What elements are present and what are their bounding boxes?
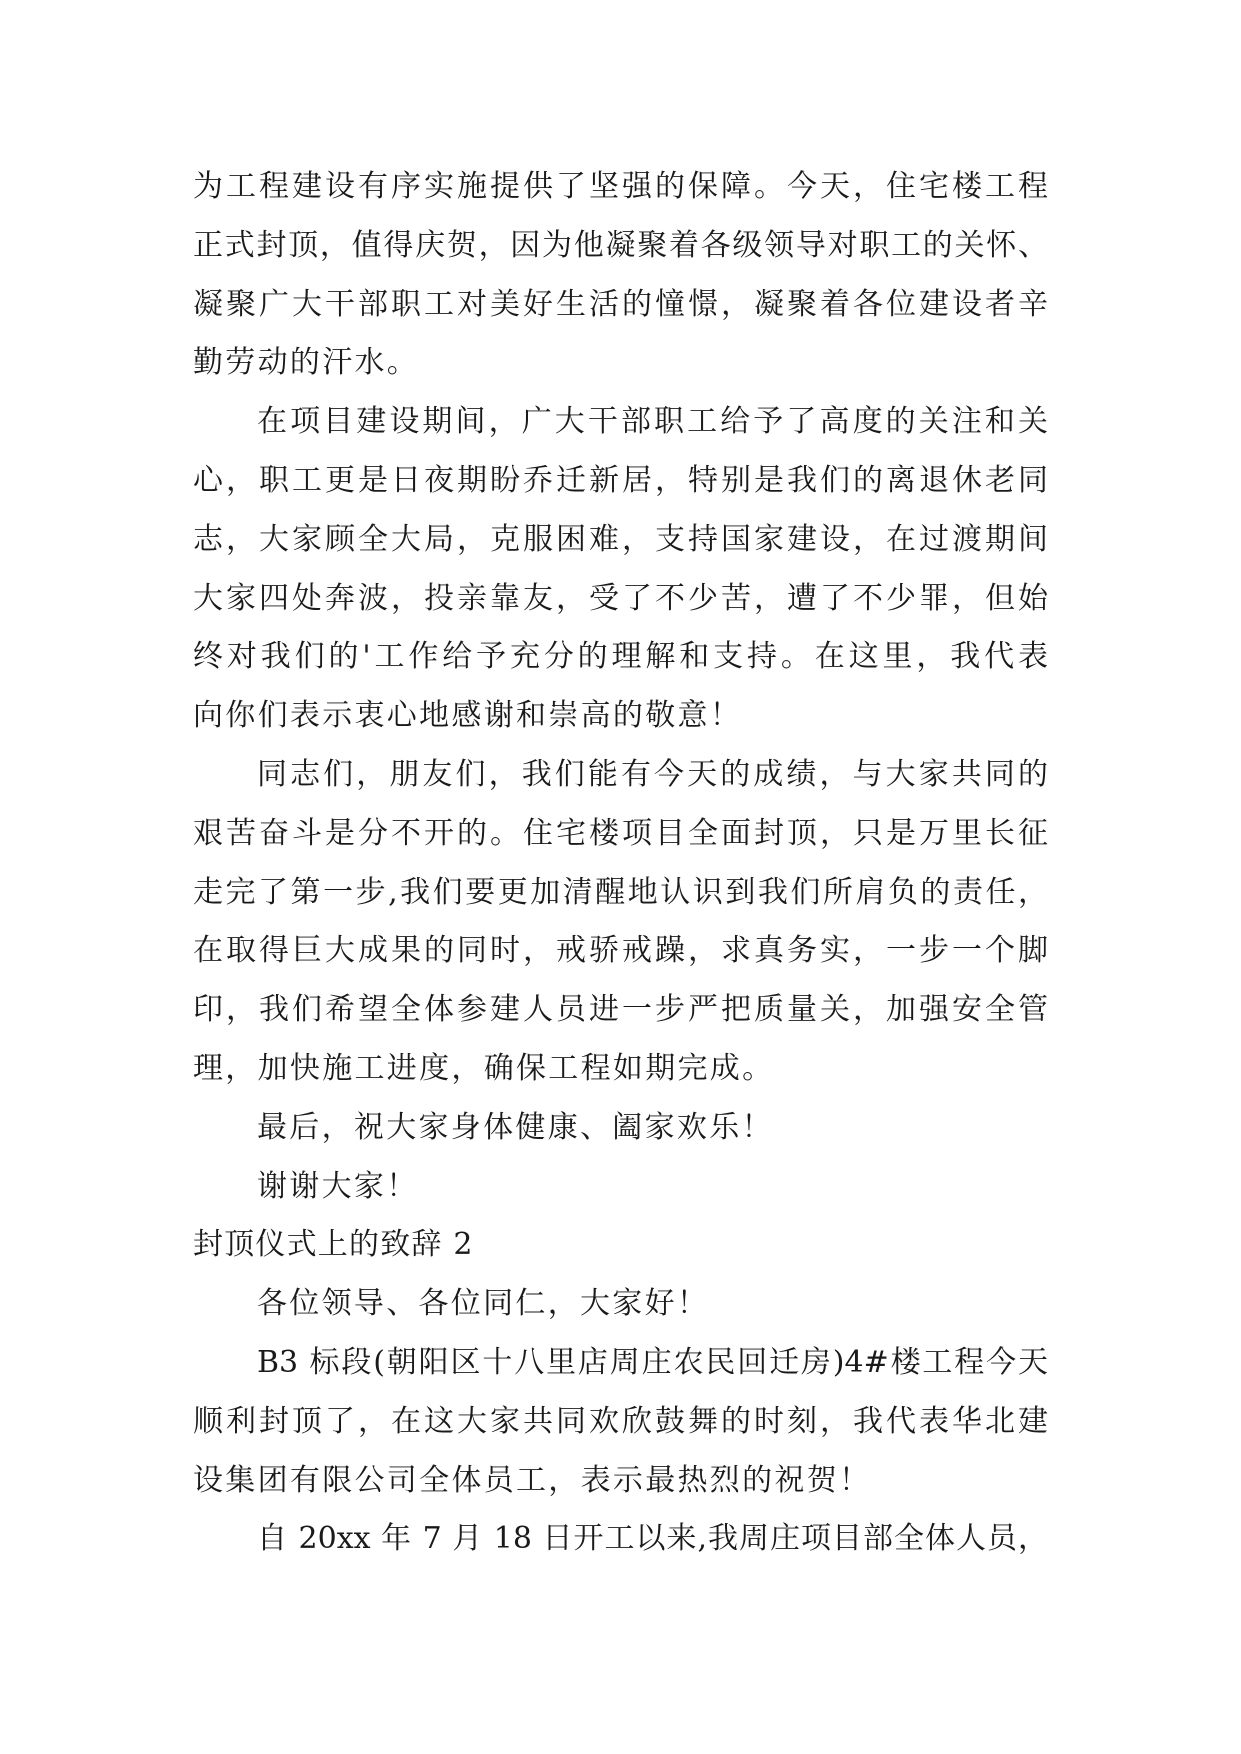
paragraph-line: 谢谢大家！ (257, 1168, 419, 1204)
paragraph-line: 艰苦奋斗是分不开的。住宅楼项目全面封顶，只是万里长征 (193, 815, 1048, 851)
paragraph-line: 最后，祝大家身体健康、阖家欢乐！ (257, 1109, 774, 1145)
paragraph-line: 心，职工更是日夜期盼乔迁新居，特别是我们的离退休老同 (193, 462, 1048, 498)
document-page (193, 158, 1048, 1569)
paragraph-line: 理，加快施工进度，确保工程如期完成。 (193, 1050, 775, 1086)
greeting-line: 各位领导、各位同仁，大家好！ (257, 1286, 710, 1322)
paragraph-line: B3 标段(朝阳区十八里店周庄农民回迁房)4#楼工程今天 (257, 1344, 1048, 1380)
paragraph-line: 顺利封顶了，在这大家共同欢欣鼓舞的时刻，我代表华北建 (193, 1403, 1048, 1439)
paragraph-line: 凝聚广大干部职工对美好生活的憧憬，凝聚着各位建设者辛 (193, 286, 1048, 322)
paragraph-line: 正式封顶，值得庆贺，因为他凝聚着各级领导对职工的关怀、 (193, 227, 1048, 263)
section-heading: 封顶仪式上的致辞 2 (193, 1227, 474, 1263)
paragraph-line: 走完了第一步,我们要更加清醒地认识到我们所肩负的责任， (193, 874, 1048, 910)
paragraph-line: 设集团有限公司全体员工，表示最热烈的祝贺！ (193, 1462, 872, 1498)
paragraph-line: 自 20xx 年 7 月 18 日开工以来,我周庄项目部全体人员， (257, 1521, 1048, 1557)
paragraph-line: 印，我们希望全体参建人员进一步严把质量关，加强安全管 (193, 992, 1048, 1028)
paragraph-line: 在项目建设期间，广大干部职工给予了高度的关注和关 (257, 404, 1048, 440)
paragraph-line: 勤劳动的汗水。 (193, 345, 420, 381)
paragraph-line: 终对我们的'工作给予充分的理解和支持。在这里，我代表 (193, 639, 1048, 675)
paragraph-line: 大家四处奔波，投亲靠友，受了不少苦，遭了不少罪，但始 (193, 580, 1048, 616)
paragraph-line: 为工程建设有序实施提供了坚强的保障。今天，住宅楼工程 (193, 169, 1048, 204)
paragraph-line: 志，大家顾全大局，克服困难，支持国家建设，在过渡期间 (193, 521, 1048, 557)
paragraph-line: 向你们表示衷心地感谢和崇高的敬意！ (193, 698, 743, 734)
paragraph-line: 在取得巨大成果的同时，戒骄戒躁，求真务实，一步一个脚 (193, 933, 1048, 969)
paragraph-line: 同志们，朋友们，我们能有今天的成绩，与大家共同的 (257, 756, 1048, 792)
